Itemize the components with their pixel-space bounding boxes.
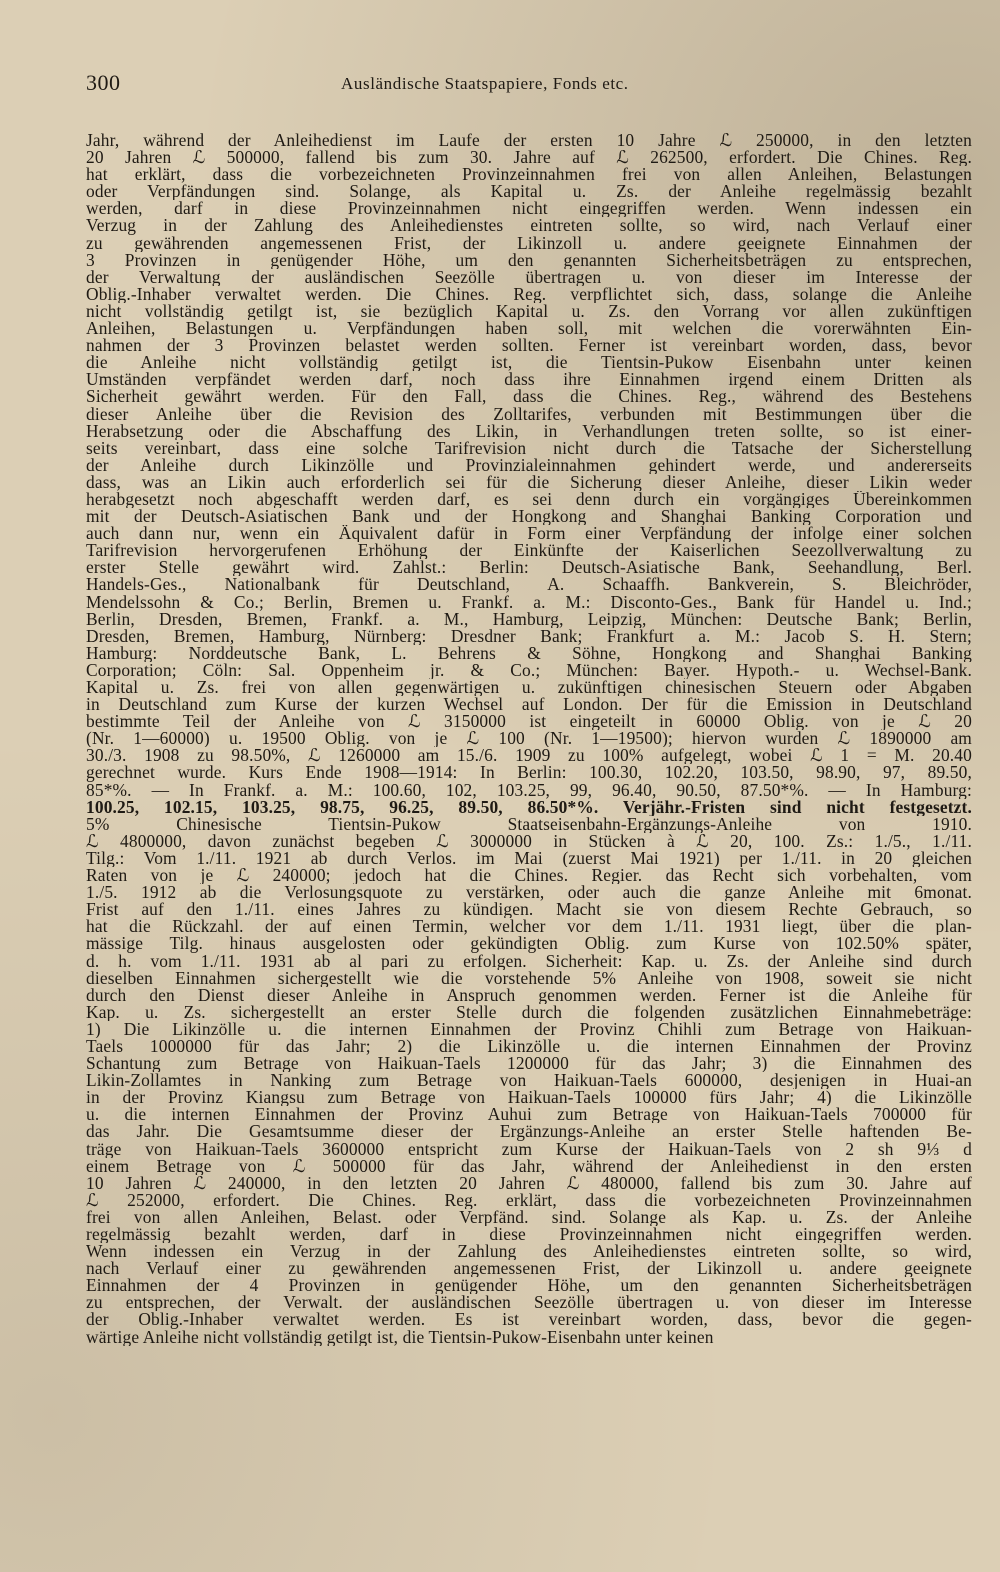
body-text (86, 132, 972, 1346)
text-line: einem Betrage von ℒ 500000 für das Jahr, während der Anleihedienst in den ersten (86, 1157, 972, 1175)
text-line: dieser Anleihe über die Revision des Zolltarifes, verbunden mit Bestimmungen über die (86, 405, 972, 423)
text-line: 10 Jahren ℒ 240000, in den letzten 20 Jahren ℒ 480000, fallend bis zum 30. Jahre auf (86, 1174, 972, 1192)
text-line: zu gewährenden angemessenen Frist, der Likinzoll u. andere geeignete Einnahmen der (86, 234, 972, 252)
text-line: ℒ 4800000, davon zunächst begeben ℒ 3000000 in Stücken à ℒ 20, 100. Zs.: 1./5., 1./11. (86, 832, 972, 850)
text-line: Dresden, Bremen, Hamburg, Nürnberg: Dresdner Bank; Frankfurt a. M.: Jacob S. H. Stern; (86, 627, 972, 645)
text-line: Einnahmen der 4 Provinzen in genügender Höhe, um den genannten Sicherheitsbeträgen (86, 1277, 972, 1295)
text-line: Corporation; Cöln: Sal. Oppenheim jr. & Co.; München: Bayer. Hypoth.- u. Wechsel-Bank. (86, 661, 972, 679)
text-line: durch den Dienst dieser Anleihe in Anspruch genommen werden. Ferner ist die Anleihe für (86, 986, 972, 1004)
text-line: ℒ 252000, erfordert. Die Chines. Reg. erklärt, dass die vorbezeichneten Provinzeinnahmen (86, 1191, 972, 1209)
text-line: regelmässig bezahlt werden, darf in diese Provinzeinnahmen nicht eingegriffen werden. (86, 1226, 972, 1244)
text-line: Likin-Zollamtes in Nanking zum Betrage von Haikuan-Taels 600000, desjenigen in Huai-an (86, 1072, 972, 1090)
text-line: Schantung zum Betrage von Haikuan-Taels 1200000 für das Jahr; 3) die Einnahmen des (86, 1055, 972, 1073)
text-line: Kap. u. Zs. sichergestellt an erster Stelle durch die folgenden zusätzlichen Einnahmebeträge: (86, 1003, 972, 1021)
text-line: in Deutschland zum Kurse der kurzen Wechsel auf London. Der für die Emission in Deutschland (86, 696, 972, 714)
text-line: (Nr. 1—60000) u. 19500 Oblig. von je ℒ 100 (Nr. 1—19500); hiervon wurden ℒ 1890000 am (86, 730, 972, 748)
text-line: Mendelssohn & Co.; Berlin, Bremen u. Frankf. a. M.: Disconto-Ges., Bank für Handel u. Ind.; (86, 593, 972, 611)
text-line: hat erklärt, dass die vorbezeichneten Provinzeinnahmen frei von allen Anleihen, Belastungen (86, 166, 972, 184)
text-line: Berlin, Dresden, Bremen, Frankf. a. M., Hamburg, Leipzig, München: Deutsche Bank; Berlin, (86, 610, 972, 628)
text-line: 20 Jahren ℒ 500000, fallend bis zum 30. Jahre auf ℒ 262500, erfordert. Die Chines. Reg. (86, 149, 972, 167)
text-line: 85*%. — In Frankf. a. M.: 100.60, 102, 103.25, 99, 96.40, 90.50, 87.50*%. — In Hamburg: (86, 781, 972, 799)
text-line: die Anleihe nicht vollständig getilgt ist, die Tientsin-Pukow Eisenbahn unter keinen (86, 354, 972, 372)
text-line: Oblig.-Inhaber verwaltet werden. Die Chines. Reg. verpflichtet sich, dass, solange die Anleihe (86, 285, 972, 303)
text-line: Handels-Ges., Nationalbank für Deutschland, A. Schaaffh. Bankverein, S. Bleichröder, (86, 576, 972, 594)
text-line: mit der Deutsch-Asiatischen Bank und der Hongkong and Shanghai Banking Corporation und (86, 508, 972, 526)
text-line: gerechnet wurde. Kurs Ende 1908—1914: In Berlin: 100.30, 102.20, 103.50, 98.90, 97, 89.50, (86, 764, 972, 782)
text-line: frei von allen Anleihen, Belast. oder Verpfänd. sind. Solange als Kap. u. Zs. der Anleihe (86, 1208, 972, 1226)
text-line: Taels 1000000 für das Jahr; 2) die Likinzölle u. die internen Einnahmen der Provinz (86, 1037, 972, 1056)
text-line: der Verwaltung der ausländischen Seezölle übertragen u. von dieser im Interesse der (86, 268, 972, 286)
text-line: der Oblig.-Inhaber verwaltet werden. Es ist vereinbart worden, dass, bevor die gegen- (86, 1311, 972, 1329)
text-line: Tilg.: Vom 1./11. 1921 ab durch Verlos. im Mai (zuerst Mai 1921) per 1./11. in 20 gleichen (86, 849, 972, 868)
text-line: seits vereinbart, dass eine solche Tarifrevision nicht durch die Tatsache der Sicherstellung (86, 439, 972, 457)
text-line: dass, was an Likin auch erforderlich sei für die Sicherung dieser Anleihe, dieser Likin weder (86, 473, 972, 491)
text-line: Jahr, während der Anleihedienst im Laufe der ersten 10 Jahre ℒ 250000, in den letzten (86, 132, 972, 150)
text-line: erster Stelle gewährt wird. Zahlst.: Berlin: Deutsch-Asiatische Bank, Seehandlung, Berl. (86, 559, 972, 577)
text-line: Sicherheit gewährt werden. Für den Fall, dass die Chines. Reg., während des Bestehens (86, 388, 972, 406)
text-line: oder Verpfändungen sind. Solange, als Kapital u. Zs. der Anleihe regelmässig bezahlt (86, 183, 972, 201)
text-line: Anleihen, Belastungen u. Verpfändungen haben soll, mit welchen die vorerwähnten Ein- (86, 320, 972, 338)
text-line: 30./3. 1908 zu 98.50%, ℒ 1260000 am 15./6. 1909 zu 100% aufgelegt, wobei ℒ 1 = M. 20.40 (86, 747, 972, 765)
text-line: Wenn indessen ein Verzug in der Zahlung des Anleihedienstes eintreten sollte, so wird, (86, 1243, 972, 1261)
text-line: 100.25, 102.15, 103.25, 98.75, 96.25, 89.50, 86.50*%. Verjähr.-Fristen sind nicht festgesetzt. (86, 798, 972, 816)
text-line: wärtige Anleihe nicht vollständig getilgt ist, die Tientsin-Pukow-Eisenbahn unter keinen (86, 1328, 714, 1346)
page-header (86, 70, 972, 100)
text-line: herabgesetzt noch abgeschafft werden darf, es sei denn durch ein vorgängiges Übereinkommen (86, 490, 972, 509)
text-line: nach Verlauf einer zu gewährenden angemessenen Frist, der Likinzoll u. andere geeignete (86, 1260, 972, 1278)
text-line: mässige Tilg. hinaus ausgelosten oder gekündigten Oblig. zum Kurse von 102.50% später, (86, 935, 972, 953)
text-line: 3 Provinzen in genügender Höhe, um den genannten Sicherheitsbeträgen zu entsprechen, (86, 251, 972, 269)
text-line: werden, darf in diese Provinzeinnahmen nicht eingegriffen werden. Wenn indessen ein (86, 200, 972, 218)
text-line: in der Provinz Kiangsu zum Betrage von Haikuan-Taels 100000 fürs Jahr; 4) die Likinzölle (86, 1089, 972, 1107)
text-line: zu entsprechen, der Verwalt. der ausländischen Seezölle übertragen u. von dieser im Interesse (86, 1294, 972, 1312)
text-line: Frist auf den 1./11. eines Jahres zu kündigen. Macht sie von diesem Rechte Gebrauch, so (86, 901, 972, 919)
text-line: 5% Chinesische Tientsin-Pukow Staatseisenbahn-Ergänzungs-Anleihe von 1910. (86, 815, 972, 833)
text-line: hat die Rückzahl. der auf einen Termin, welcher vor dem 1./11. 1931 liegt, über die plan- (86, 918, 972, 936)
text-line: der Anleihe durch Likinzölle und Provinzialeinnahmen gehindert werde, und andererseits (86, 456, 972, 474)
text-line: Umständen verpfändet werden darf, noch dass ihre Einnahmen irgend einem Dritten als (86, 371, 972, 389)
text-line: nahmen der 3 Provinzen belastet werden sollten. Ferner ist vereinbart worden, dass, bevor (86, 337, 972, 355)
text-line: auch dann nur, wenn ein Äquivalent dafür in Form einer Verpfändung der infolge einer solchen (86, 525, 972, 543)
text-line: nicht vollständig getilgt ist, sie bezüglich Kapital u. Zs. den Vorrang vor allen zukünftigen (86, 302, 972, 321)
page-number: 300 (86, 70, 121, 95)
text-line: dieselben Einnahmen sichergestellt wie die vorstehende 5% Anleihe von 1908, soweit sie nicht (86, 969, 972, 987)
text-line: Kapital u. Zs. frei von allen gegenwärtigen u. zukünftigen chinesischen Steuern oder Abgaben (86, 679, 972, 697)
text-line: bestimmte Teil der Anleihe von ℒ 3150000 ist eingeteilt in 60000 Oblig. von je ℒ 20 (86, 713, 972, 731)
text-line: Raten von je ℒ 240000; jedoch hat die Chines. Regier. das Recht sich vorbehalten, vom (86, 867, 972, 885)
text-line: 1) Die Likinzölle u. die internen Einnahmen der Provinz Chihli zum Betrage von Haikuan- (86, 1020, 972, 1038)
text-line: u. die internen Einnahmen der Provinz Auhui zum Betrage von Haikuan-Taels 700000 für (86, 1106, 972, 1124)
text-line: das Jahr. Die Gesamtsumme dieser der Ergänzungs-Anleihe an erster Stelle haftenden Be- (86, 1123, 972, 1141)
running-head: Ausländische Staatspapiere, Fonds etc. (341, 74, 629, 93)
text-line: 1./5. 1912 ab die Verlosungsquote zu verstärken, oder auch die ganze Anleihe mit 6monat. (86, 884, 972, 902)
text-line: Verzug in der Zahlung des Anleihedienstes eintreten sollte, so wird, nach Verlauf einer (86, 217, 972, 235)
text-line: Herabsetzung oder die Abschaffung des Likin, in Verhandlungen treten sollte, so ist einer- (86, 422, 972, 440)
text-line: Tarifrevision hervorgerufenen Erhöhung der Einkünfte der Kaiserlichen Seezollverwaltung zu (86, 542, 972, 560)
text-line: Hamburg: Norddeutsche Bank, L. Behrens & Söhne, Hongkong and Shanghai Banking (86, 644, 972, 662)
text-line: d. h. vom 1./11. 1931 ab al pari zu erfolgen. Sicherheit: Kap. u. Zs. der Anleihe sind durch (86, 952, 972, 970)
text-line: träge von Haikuan-Taels 3600000 entspricht zum Kurse der Haikuan-Taels von 2 sh 9⅓ d (86, 1140, 972, 1158)
